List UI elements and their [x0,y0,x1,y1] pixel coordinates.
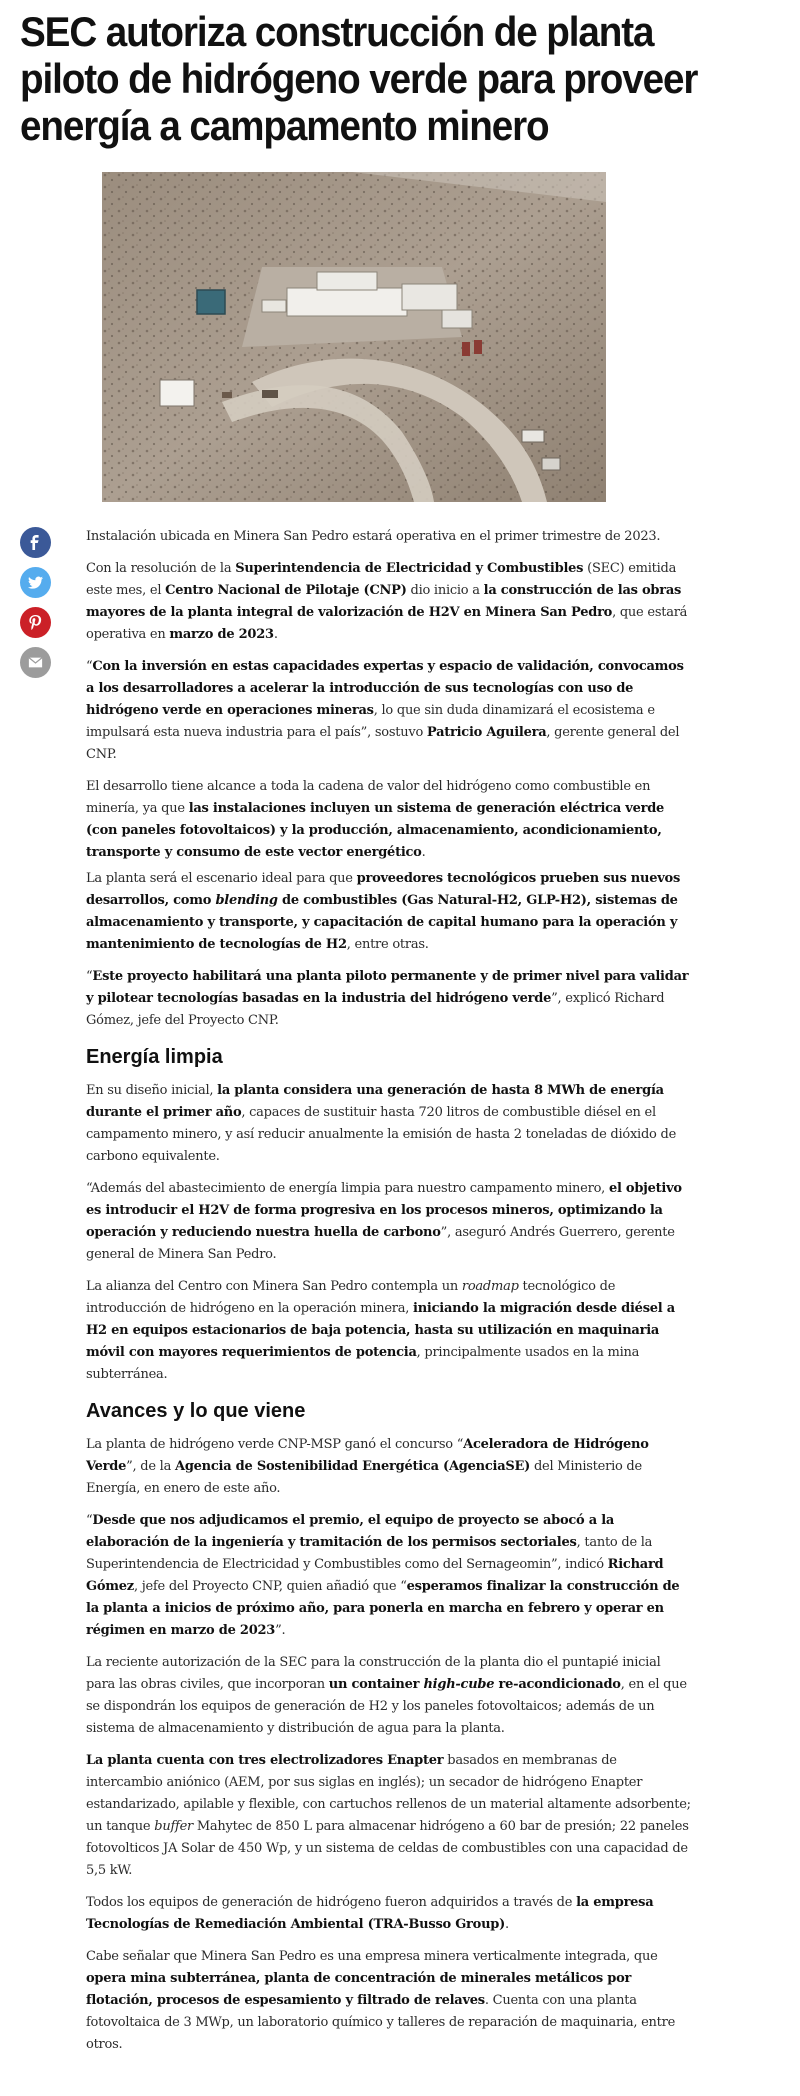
text-run: Energía limpia [86,1046,223,1068]
text-run: ”, explicó Richard Gómez, jefe del Proyecto CNP. [86,991,665,1028]
article-paragraph [86,1178,692,1266]
article-paragraph [86,1892,692,1936]
email-icon [28,655,43,670]
emphasis-text: La planta cuenta con tres electrolizadores Enapter [86,1753,444,1768]
article-paragraph [86,656,692,766]
emphasis-text: las instalaciones incluyen un sistema de generación eléctrica verde (con paneles fotovoltaicos) y la producción, almacenamiento, acondicionamiento, transporte y consumo de este vector energético [86,801,665,860]
article-paragraph [86,1434,692,1500]
text-run: En su diseño inicial, [86,1083,218,1098]
text-run: Todos los equipos de generación de hidrógeno fueron adquiridos a través de [86,1895,577,1910]
text-run: . Cuenta con una planta fotovoltaica de 3 MWp, un laboratorio químico y talleres de reparación de maquinaria, entre otros. [86,1993,676,2052]
text-run: ”, de la [126,1459,175,1474]
emphasis-text: Agencia de Sostenibilidad Energética (AgenciaSE) [174,1459,531,1474]
text-run: La reciente autorización de la SEC para la construcción de la planta dio el puntapié inicial para las obras civiles, que incorporan [86,1655,661,1692]
article-paragraph [86,966,692,1032]
text-run: basados en membranas de intercambio aniónico (AEM, por sus siglas en inglés); un secador de hidrógeno Enapter estandarizado, apilable y flexible, con cartuchos rellenos de un material altamente adsorbente; un tanque [86,1753,691,1834]
twitter-share-button[interactable] [20,567,51,598]
emphasis-text: buffer [154,1819,193,1834]
facebook-share-button[interactable] [20,527,51,558]
emphasis-text: iniciando la migración desde diésel a H2 en equipos estacionarios de baja potencia, hasta su utilización en maquinaria móvil con mayores requerimientos de potencia [86,1301,675,1360]
text-run: tecnológico de introducción de hidrógeno en la operación minera, [86,1279,616,1316]
text-run: . [273,627,278,642]
emphasis-text: un container [328,1677,424,1692]
article-paragraph [86,1946,692,2056]
text-run: , principalmente usados en la mina subterránea. [86,1345,640,1382]
text-run: Cabe señalar que Minera San Pedro es una empresa minera verticalmente integrada, que [86,1949,658,1964]
text-run: Mahytec de 850 L para almacenar hidrógeno a 60 bar de presión; 22 paneles fotovolticos JA Solar de 450 Wp, y un sistema de celdas de combustibles con una capacidad de 5,5 kW. [86,1819,689,1878]
article-paragraph [86,1510,692,1642]
emphasis-text: el objetivo es introducir el H2V de forma progresiva en los procesos mineros, optimizando la operación y reduciendo nuestra huella de carbono [86,1181,682,1240]
article-paragraph [86,1080,692,1168]
text-run: ”, aseguró Andrés Guerrero, gerente general de Minera San Pedro. [86,1225,675,1262]
facebook-icon [28,535,43,550]
text-run: , en el que se dispondrán los equipos de generación de H2 y los paneles fotovoltaicos; además de un sistema de almacenamiento y distribución de agua para la planta. [86,1677,687,1736]
article-body [86,526,692,2056]
twitter-icon [28,575,43,590]
text-run: . [505,1917,509,1932]
emphasis-text: marzo de 2023 [169,627,274,642]
text-run: dio inicio a [406,583,484,598]
emphasis-text: Richard Gómez [86,1557,664,1594]
section-heading [86,1044,692,1070]
article-paragraph [86,776,692,864]
emphasis-text: blending [215,893,278,908]
text-run: . [421,845,426,860]
emphasis-text: opera mina subterránea, planta de concentración de minerales metálicos por flotación, procesos de espesamiento y filtrado de relaves [86,1971,632,2008]
text-run: , capaces de sustituir hasta 720 litros de combustible diésel en el campamento minero, y así reducir anualmente la emisión de hasta 2 toneladas de dióxido de carbono equivalente. [86,1105,677,1164]
article-title: SEC autoriza construcción de planta piloto de hidrógeno verde para proveer energía a campamento minero [20,8,698,149]
text-run: Con la resolución de la [86,561,236,576]
text-run: La alianza del Centro con Minera San Pedro contempla un [86,1279,462,1294]
emphasis-text: roadmap [461,1279,519,1294]
text-run: “Además del abastecimiento de energía limpia para nuestro campamento minero, [86,1181,609,1196]
email-share-button[interactable] [20,647,51,678]
pinterest-share-button[interactable] [20,607,51,638]
article-paragraph [86,1750,692,1882]
text-run: Instalación ubicada en Minera San Pedro estará operativa en el primer trimestre de 2023. [86,529,661,544]
text-run: La planta de hidrógeno verde CNP-MSP ganó el concurso “ [86,1437,464,1452]
emphasis-text: Patricio Aguilera [426,725,547,740]
text-run: “ [86,659,93,674]
article-paragraph [86,526,692,548]
emphasis-text: proveedores tecnológicos prueben sus nuevos desarrollos, como [86,871,681,908]
emphasis-text: Centro Nacional de Pilotaje (CNP) [165,583,407,598]
emphasis-text: Aceleradora de Hidrógeno Verde [86,1437,649,1474]
emphasis-text: re-acondicionado [494,1677,621,1692]
emphasis-text: Con la inversión en estas capacidades expertas y espacio de validación, convocamos a los desarrolladores a acelerar la introducción de sus tecnologías con uso de hidrógeno verde en operaciones mineras [86,659,684,718]
text-run: “ [86,969,93,984]
emphasis-text: esperamos finalizar la construcción de la planta a inicios de próximo año, para ponerla en marcha en febrero y operar en régimen en marzo de 2023 [86,1579,680,1638]
emphasis-text: Este proyecto habilitará una planta piloto permanente y de primer nivel para validar y pilotear tecnologías basadas en la industria del hidrógeno verde [86,969,689,1006]
aerial-view-mining-camp-image [102,172,606,502]
emphasis-text: la construcción de las obras mayores de la planta integral de valorización de H2V en Minera San Pedro [86,583,682,620]
text-run: del Ministerio de Energía, en enero de este año. [86,1459,642,1496]
text-run: (SEC) emitida este mes, el [86,561,677,598]
article-paragraph [86,1276,692,1386]
text-run: , tanto de la Superintendencia de Electricidad y Combustibles como del Sernageomin”, indicó [86,1535,653,1572]
text-run: El desarrollo tiene alcance a toda la cadena de valor del hidrógeno como combustible en minería, ya que [86,779,651,816]
text-run: La planta será el escenario ideal para que [86,871,357,886]
article-paragraph [86,558,692,646]
emphasis-text: la planta considera una generación de hasta 8 MWh de energía durante el primer año [86,1083,664,1120]
text-run: ”. [275,1623,286,1638]
emphasis-text: high-cube [423,1677,495,1692]
pinterest-icon [28,615,43,630]
emphasis-text: Desde que nos adjudicamos el premio, el equipo de proyecto se abocó a la elaboración de la ingeniería y tramitación de los permisos sectoriales [86,1513,615,1550]
article-paragraph [86,868,692,956]
text-run: “ [86,1513,93,1528]
share-buttons [20,527,54,687]
text-run: , jefe del Proyecto CNP, quien añadió que “ [133,1579,407,1594]
article-paragraph [86,1652,692,1740]
text-run: , gerente general del CNP. [86,725,680,762]
emphasis-text: la empresa Tecnologías de Remediación Ambiental (TRA-Busso Group) [86,1895,654,1932]
text-run: , lo que sin duda dinamizará el ecosistema e impulsará esta nueva industria para el país”, sostuvo [86,703,655,740]
text-run: , que estará operativa en [86,605,688,642]
text-run: Avances y lo que viene [86,1400,306,1422]
section-heading [86,1398,692,1424]
hero-image [102,172,606,502]
text-run: , entre otras. [346,937,429,952]
emphasis-text: de combustibles (Gas Natural-H2, GLP-H2), sistemas de almacenamiento y transporte, y capacitación de capital humano para la operación y mantenimiento de tecnologías de H2 [86,893,678,952]
emphasis-text: Superintendencia de Electricidad y Combustibles [235,561,584,576]
